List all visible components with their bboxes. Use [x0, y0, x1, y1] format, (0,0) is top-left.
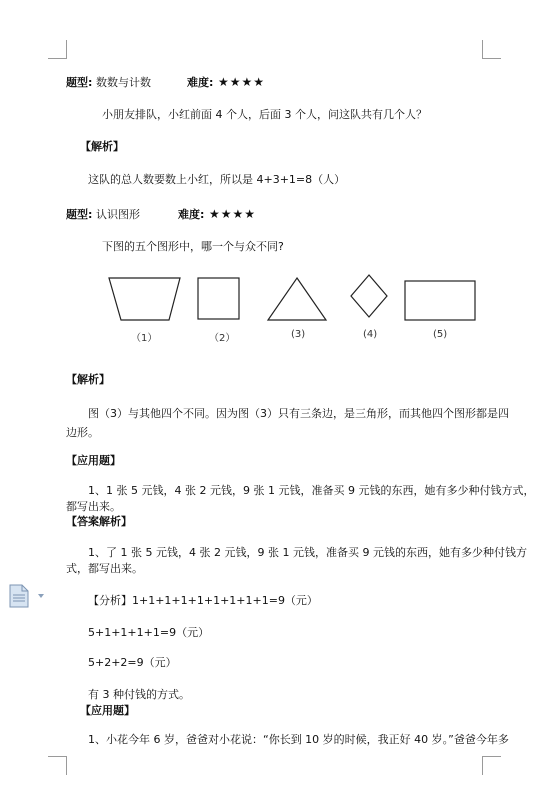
q2-analysis-title: 【解析】: [66, 373, 110, 386]
shape-square: [198, 278, 239, 319]
app1-answer-line2: 式，都写出来。: [66, 562, 143, 575]
q2-analysis-line1: 图（3）与其他四个不同。因为图（3）只有三条边，是三角形，而其他四个图形都是四: [88, 407, 509, 420]
app1-answer-line1: 1、了 1 张 5 元钱，4 张 2 元钱，9 张 1 元钱，准备买 9 元钱的东西，她有多少种付钱方: [88, 546, 527, 559]
q2-difficulty-label: 难度:: [178, 208, 205, 221]
shape-label-2: （2）: [209, 333, 236, 344]
crop-mark-top-left: [48, 40, 67, 59]
crop-mark-top-right: [482, 40, 501, 59]
shape-rhombus: [351, 275, 387, 317]
q2-analysis-line2: 边形。: [66, 426, 99, 439]
app1-title: 【应用题】: [66, 454, 121, 467]
document-icon[interactable]: [8, 584, 50, 611]
app1-question-line1: 1、1 张 5 元钱，4 张 2 元钱，9 张 1 元钱，准备买 9 元钱的东西，她有多少种付钱方式，: [88, 484, 535, 497]
shape-triangle: [268, 278, 326, 320]
q2-difficulty-stars: ★★★★: [209, 207, 257, 221]
shape-label-4: (4): [363, 329, 378, 340]
shape-rectangle: [405, 281, 475, 320]
q1-type-label: 题型:: [66, 76, 93, 89]
q1-analysis-title: 【解析】: [80, 140, 124, 153]
app2-title: 【应用题】: [80, 704, 135, 717]
chevron-down-icon: [38, 594, 44, 598]
q2-question: 下图的五个图形中，哪一个与众不同?: [102, 240, 284, 253]
q1-question: 小朋友排队，小红前面 4 个人，后面 3 个人，问这队共有几个人？: [102, 108, 427, 121]
app1-answer-title: 【答案解析】: [66, 515, 132, 528]
crop-mark-bottom-left: [48, 756, 67, 775]
q1-analysis: 这队的总人数要数上小红，所以是 4+3+1=8（人）: [88, 173, 346, 186]
q1-type-value: 数数与计数: [96, 76, 151, 89]
app1-conclusion: 有 3 种付钱的方式。: [88, 688, 190, 701]
shape-label-1: （1）: [131, 333, 158, 344]
q2-type-value: 认识图形: [96, 208, 140, 221]
shape-label-5: (5): [433, 329, 448, 340]
crop-mark-bottom-right: [482, 756, 501, 775]
shape-trapezoid: [109, 278, 180, 320]
shape-label-3: (3): [291, 329, 306, 340]
app2-question-line1: 1、小花今年 6 岁，爸爸对小花说：“你长到 10 岁的时候，我正好 40 岁。”爸爸今年多: [88, 733, 509, 746]
app1-question-line2: 都写出来。: [66, 500, 121, 513]
app1-equation-2: 5+1+1+1+1=9（元）: [88, 626, 210, 639]
q2-type-label: 题型:: [66, 208, 93, 221]
q1-difficulty-stars: ★★★★: [218, 75, 266, 89]
app1-equation-3: 5+2+2=9（元）: [88, 656, 177, 669]
app1-analysis: 【分析】1+1+1+1+1+1+1+1+1=9（元）: [88, 594, 318, 607]
q1-difficulty-label: 难度:: [187, 76, 214, 89]
